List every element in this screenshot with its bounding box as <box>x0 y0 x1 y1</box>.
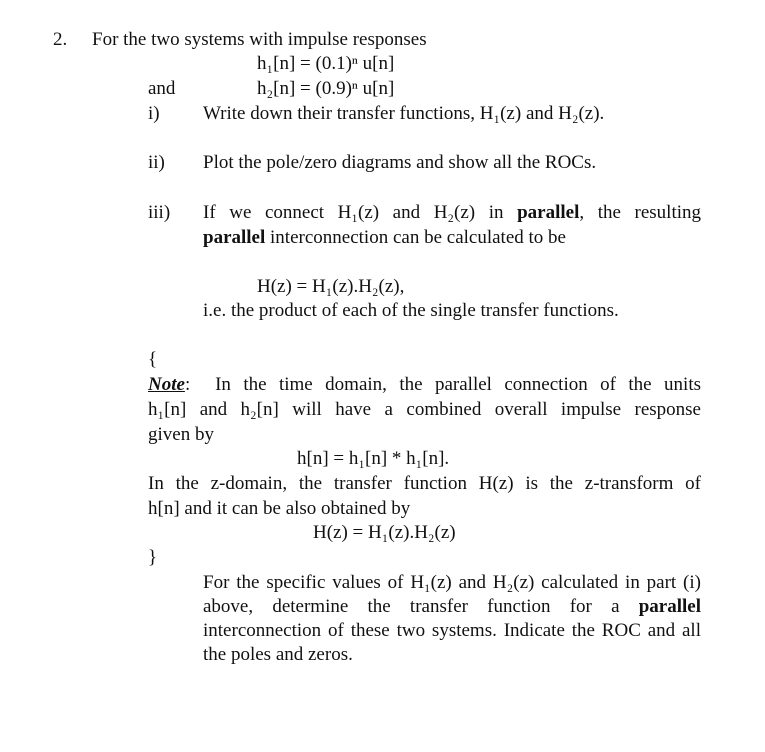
product-explanation: i.e. the product of each of the single transfer functions. <box>203 300 619 321</box>
note-label: Note <box>148 374 185 395</box>
question-intro: For the two systems with impulse responses <box>92 29 427 50</box>
part-ii-text: Plot the pole/zero diagrams and show all the ROCs. <box>203 152 597 173</box>
final-instruction: For the specific values of H₁(z) and H₂(z) calculated in part (i) above, determine the transfer function for a parallel interconnection of these two systems. Indicate the ROC and all the poles and zeros. <box>203 572 701 665</box>
part-iii-line2: parallel interconnection can be calculated to be <box>203 227 566 248</box>
part-iii-label: iii) <box>148 202 171 223</box>
note-line1: Note: In the time domain, the parallel connection of the units <box>148 374 701 395</box>
part-ii-label: ii) <box>148 152 165 173</box>
note-formula: H(z) = H₁(z).H₂(z) <box>313 522 456 543</box>
part-iii-line1: If we connect H₁(z) and H₂(z) in parallel, the resulting <box>203 202 702 223</box>
part-i-label: i) <box>148 103 160 124</box>
impulse-response-h1: h₁[n] = (0.1)ⁿ u[n] <box>257 53 395 74</box>
note-line3: given by <box>148 424 214 445</box>
note-line2: h₁[n] and h₂[n] will have a combined overall impulse response <box>148 399 701 420</box>
note-close-brace: } <box>148 547 158 568</box>
part-i-text: Write down their transfer functions, H₁(z) and H₂(z). <box>203 103 605 124</box>
note-line5: h[n] and it can be also obtained by <box>148 498 411 519</box>
question-number: 2. <box>53 29 68 50</box>
note-line4: In the z-domain, the transfer function H(z) is the z-transform of <box>148 473 701 494</box>
parallel-formula: H(z) = H₁(z).H₂(z), <box>257 276 405 297</box>
impulse-response-h2: h₂[n] = (0.9)ⁿ u[n] <box>257 78 395 99</box>
convolution-formula: h[n] = h₁[n] * h₁[n]. <box>297 448 450 469</box>
and-connector: and <box>148 78 176 99</box>
note-open-brace: { <box>148 349 158 370</box>
